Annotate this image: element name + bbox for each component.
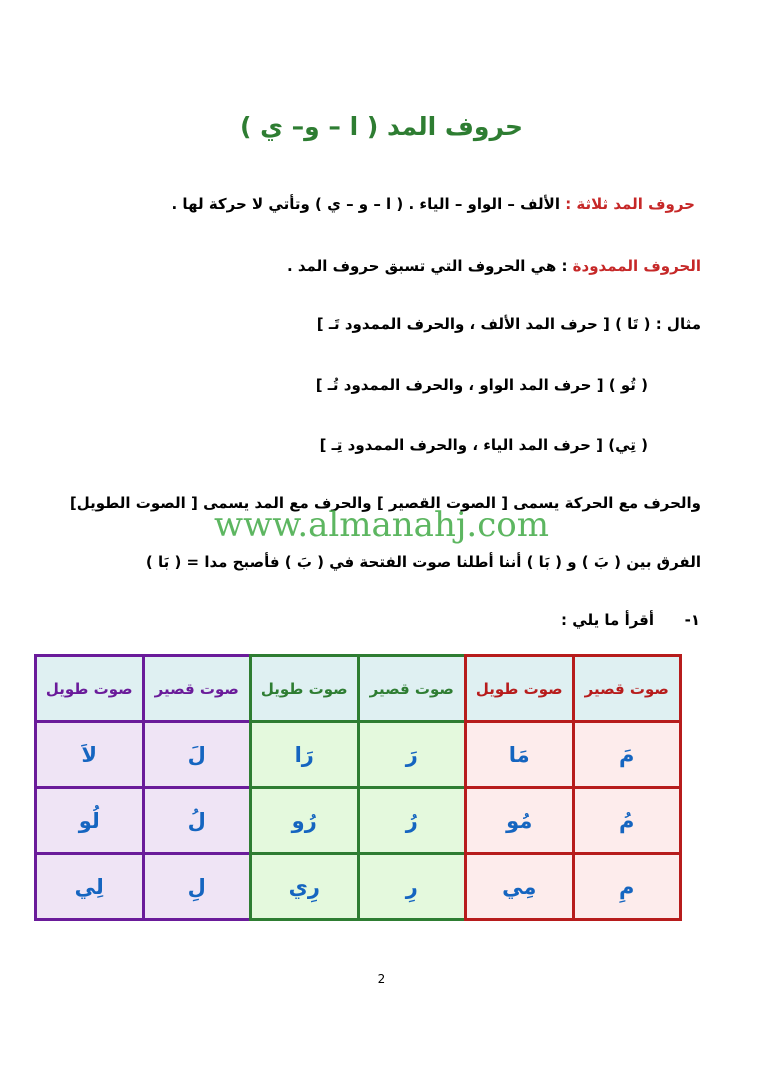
extended-letters-label: الحروف الممدودة (572, 257, 701, 275)
sound-rule-line: والحرف مع الحركة يسمى [ الصوت القصير ] والحرف مع المد يسمى [ الصوت الطويل] (69, 494, 701, 512)
extended-letters-line (60, 257, 701, 275)
table-header-cell: صوت قصير (358, 656, 466, 722)
table-row (36, 788, 681, 854)
table-header-cell: صوت طويل (251, 656, 359, 722)
table-cell: لاَ (36, 722, 144, 788)
table-cell: لِ (143, 854, 251, 920)
table-cell: مَا (466, 722, 574, 788)
page-title: حروف المد ( ا – و– ي ) (239, 112, 524, 141)
definition-line (60, 195, 695, 213)
table-cell: مُو (466, 788, 574, 854)
table-cell: لِي (36, 854, 144, 920)
exercise-number: ١- (684, 611, 700, 629)
extended-letters-text: : هي الحروف التي تسبق حروف المد . (286, 257, 573, 275)
exercise-text: أقرأ ما يلي : (561, 611, 654, 629)
table-header-cell: صوت قصير (143, 656, 251, 722)
table-cell: رُو (251, 788, 359, 854)
table-header-cell: صوت طويل (36, 656, 144, 722)
table-cell: مِي (466, 854, 574, 920)
table-row (36, 722, 681, 788)
example-line-3: ( تِي) [ حرف المد الياء ، والحرف الممدود تِـ ] (319, 436, 648, 454)
table-header-row (36, 656, 681, 722)
example-line-1: مثال : ( تَا ) [ حرف المد الألف ، والحرف الممدود تَـ ] (316, 315, 701, 333)
table-cell: رَا (251, 722, 359, 788)
table-header-cell: صوت قصير (573, 656, 681, 722)
table-cell: مِ (573, 854, 681, 920)
table-cell: لُ (143, 788, 251, 854)
letters-table (34, 654, 682, 921)
example-line-2: ( تُو ) [ حرف المد الواو ، والحرف الممدود تُـ ] (315, 376, 648, 394)
table-cell: مُ (573, 788, 681, 854)
exercise-heading (561, 611, 700, 629)
table-cell: رِ (358, 854, 466, 920)
difference-line: الفرق بين ( بَ ) و ( بَا ) أننا أطلنا صوت الفتحة في ( بَ ) فأصبح مدا = ( بَا ) (145, 553, 701, 571)
page-number: 2 (377, 972, 386, 986)
table-row (36, 854, 681, 920)
table-cell: لَ (143, 722, 251, 788)
table-cell: لُو (36, 788, 144, 854)
table-cell: رِي (251, 854, 359, 920)
table-cell: مَ (573, 722, 681, 788)
table-header-cell: صوت طويل (466, 656, 574, 722)
table-cell: رُ (358, 788, 466, 854)
table-cell: رَ (358, 722, 466, 788)
watermark: www.almanahj.com (214, 505, 549, 545)
definition-text: الألف – الواو – الياء . ( ا – و – ي ) وتأتي لا حركة لها . (171, 195, 566, 213)
definition-label: حروف المد ثلاثة : (565, 195, 695, 213)
